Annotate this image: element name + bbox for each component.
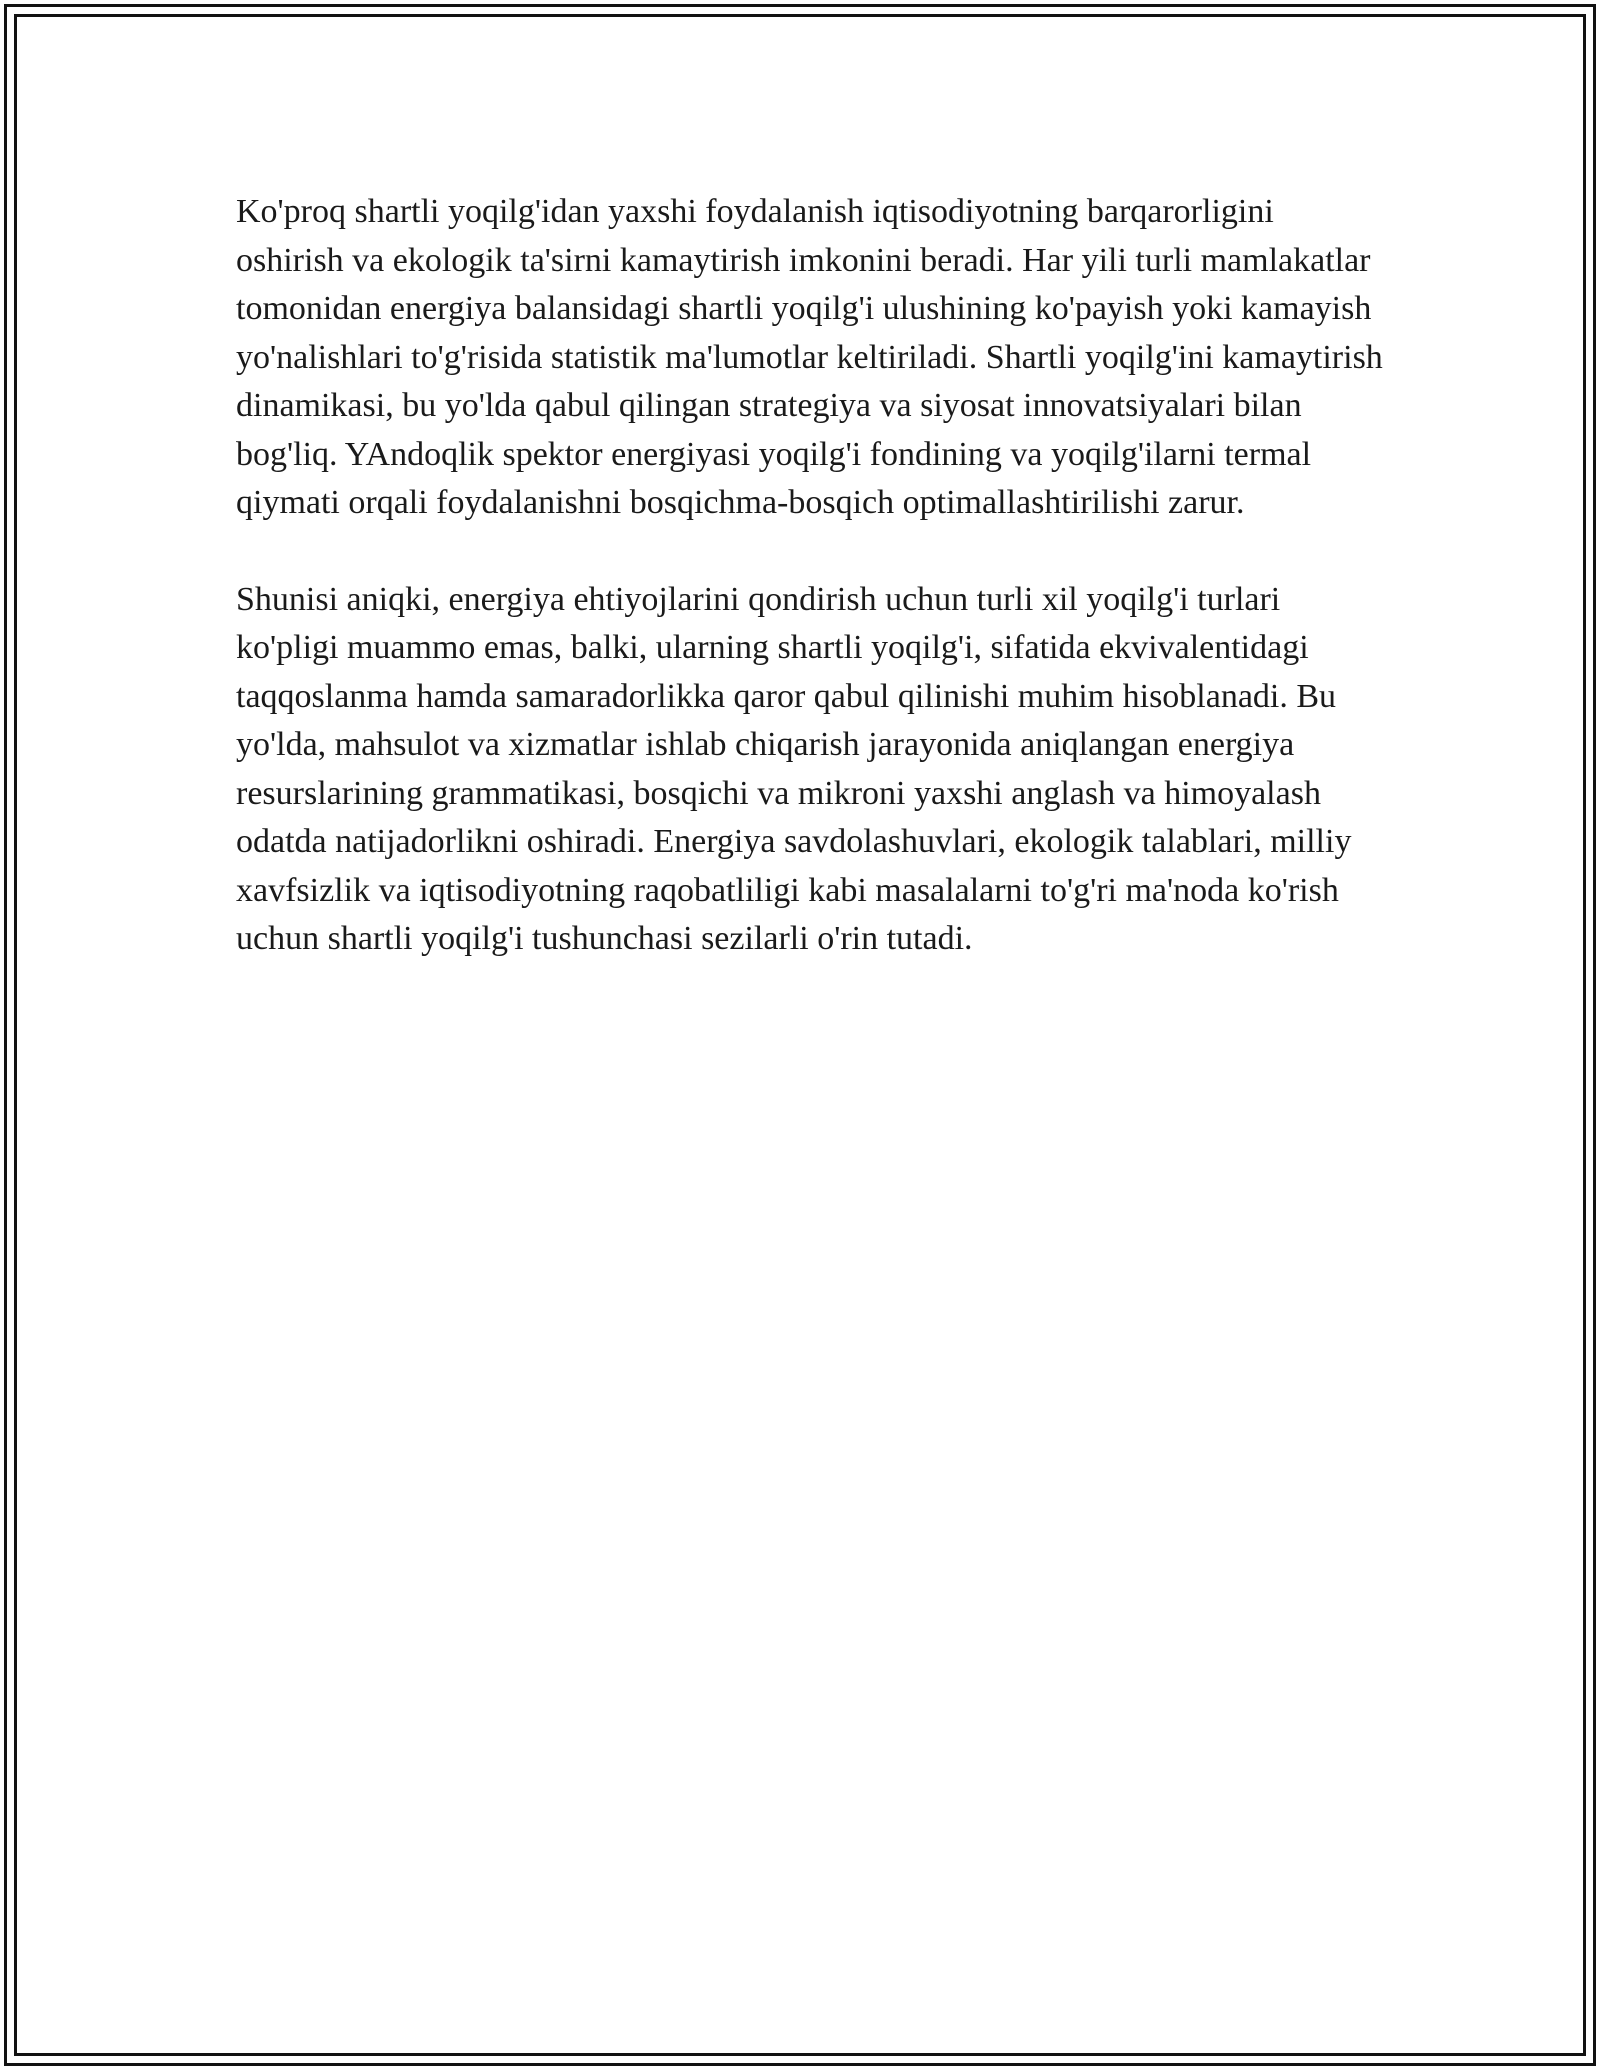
- document-body: [236, 188, 1386, 964]
- paragraph-2: Shunisi aniqki, energiya ehtiyojlarini qondirish uchun turli xil yoqilg'i turlari ko'pligi muammo emas, balki, ularning shartli yoqilg'i, sifatida ekvivalentidagi taqqoslanma hamda samaradorlikka qaror qabul qilinishi muhim hisoblanadi. Bu yo'lda, mahsulot va xizmatlar ishlab chiqarish jarayonida aniqlangan energiya resurslarining grammatikasi, bosqichi va mikroni yaxshi anglash va himoyalash odatda natijadorlikni oshiradi. Energiya savdolashuvlari, ekologik talablari, milliy xavfsizlik va iqtisodiyotning raqobatliligi kabi masalalarni to'g'ri ma'noda ko'rish uchun shartli yoqilg'i tushunchasi sezilarli o'rin tutadi.: [236, 580, 1352, 957]
- paragraph-1: Ko'proq shartli yoqilg'idan yaxshi foydalanish iqtisodiyotning barqarorligini oshirish va ekologik ta'sirni kamaytirish imkonini beradi. Har yili turli mamlakatlar tomonidan energiya balansidagi shartli yoqilg'i ulushining ko'payish yoki kamayish yo'nalishlari to'g'risida statistik ma'lumotlar keltiriladi. Shartli yoqilg'ini kamaytirish dinamikasi, bu yo'lda qabul qilingan strategiya va siyosat innovatsiyalari bilan bog'liq. YAndoqlik spektor energiyasi yoqilg'i fondining va yoqilg'ilarni termal qiymati orqali foydalanishni bosqichma-bosqich optimallashtirilishi zarur.: [236, 193, 1383, 521]
